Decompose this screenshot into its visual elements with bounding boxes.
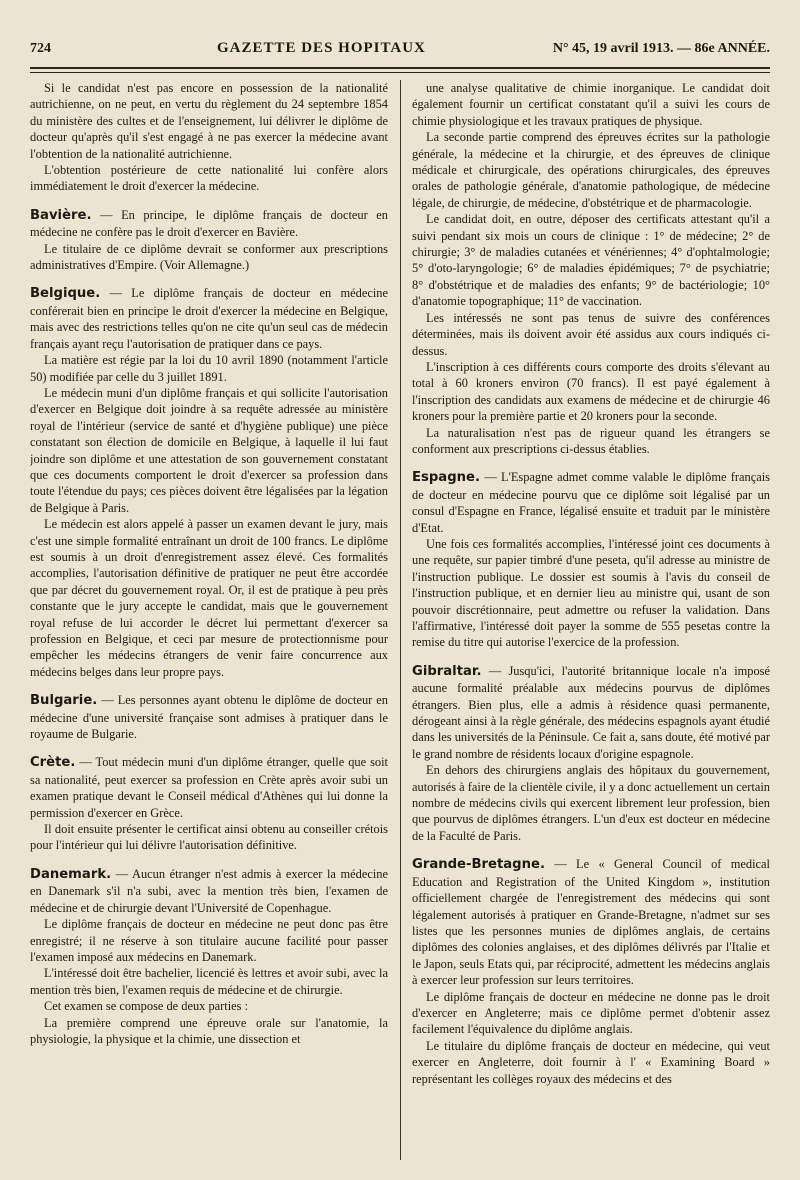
paragraph — [30, 998, 388, 1014]
paragraph — [30, 916, 388, 965]
paragraph — [412, 536, 770, 651]
paragraph-text: Cet examen se compose de deux parties : — [44, 999, 249, 1014]
country-heading: Bulgarie. — [30, 693, 98, 709]
paragraph — [412, 211, 770, 309]
article-section — [30, 80, 388, 195]
paragraph-text: En dehors des chirurgiens anglais des hôpitaux du gouvernement, autorisés à faire de la clientèle civile, il y a donc actuellement un certain nombre de médecins civils qui exercent librement leur profession, bien que pourvus de diplômes étrangers. L'un d'eux est docteur en médecine de la Faculté de Paris. — [412, 763, 770, 843]
paragraph — [412, 856, 770, 988]
country-heading: Grande-Bretagne. — [412, 857, 545, 873]
country-heading: Bavière. — [30, 207, 92, 223]
paragraph — [30, 285, 388, 352]
paragraph — [30, 821, 388, 854]
paragraph-text: — Le « General Council of medical Education and Registration of the United Kingdom », institution officiellement chargée de l'enregistrement des médecins qui sont légalement autorisés à pratiquer en Grande-Bretagne, n'admet sur ses listes que les personnes munies de diplômes anglais, de certains diplômes des colonies anglaises, et des diplômes délivrés par l'Italie et le Japon, seuls Etats qui, par réciprocité, admettent les médecins anglais à exercer leur profession sur leurs territoires. — [412, 857, 770, 988]
journal-title: GAZETTE DES HOPITAUX — [216, 40, 426, 56]
paragraph — [412, 663, 770, 762]
paragraph — [412, 425, 770, 458]
paragraph-text: — Jusqu'ici, l'autorité britannique locale n'a imposé aucune formalité préalable aux médecins pourvus de diplômes étrangers. Bien plus, elle a admis à résidence quasi permanente, dérogeant ainsi à la règle générale, des médecins espagnols ayant étudié dans les universités de la Péninsule. Ce fait a, sans doute, été motivé par le grand nombre de résidents locaux d'origine espagnole. — [412, 663, 770, 761]
paragraph — [30, 866, 388, 916]
paragraph-text: L'obtention postérieure de cette nationalité lui confère alors immédiatement le droit d'exercer la médecine. — [30, 163, 388, 194]
paragraph-text: Le médecin est alors appelé à passer un examen devant le jury, mais c'est une simple formalité entraînant un droit de 100 francs. Le diplôme est soumis à un droit d'enregistrement assez élevé. Ces formalités accomplies, l'autorisation définitive de pratiquer ne peut être accordée que par décret du gouvernement royal. Or, il est de pratique à peu près constante que le jury accepte le candidat, mais que le gouvernement royal refuse de lui accorder le décret lui permettant d'exercer sa profession en Belgique, et ceci par mesure de protectionnisme pour empêcher les médecins étrangers de venir faire concurrence aux médecins belges dans leur propre pays. — [30, 517, 388, 679]
paragraph-text: — En principe, le diplôme français de docteur en médecine ne confère pas le droit d'exercer en Bavière. — [30, 207, 388, 240]
paragraph — [30, 1015, 388, 1048]
paragraph — [30, 162, 388, 195]
paragraph — [30, 754, 388, 821]
article-section — [30, 866, 388, 1047]
paragraph — [30, 516, 388, 680]
paragraph-text: Le diplôme français de docteur en médecine ne donne pas le droit d'exercer en Angleterre; mais ce diplôme permet d'obtenir assez facilement l'équivalence du diplôme anglais. — [412, 989, 770, 1037]
paragraph-text: La seconde partie comprend des épreuves écrites sur la pathologie générale, la médecine et la chirurgie, et des épreuves de clinique médicale et chirurgicale, des opérations chirurgicales, des épreuves orales de pathologie générale, d'anatomie pathologique, de médecine légale, de chirurgie, de médecine, d'obstétrique et de pharmacologie. — [412, 130, 770, 210]
article-section — [30, 285, 388, 680]
left-column — [30, 80, 388, 1160]
paragraph-text: Le titulaire de ce diplôme devrait se conformer aux prescriptions administratives d'Empire. (Voir Allemagne.) — [30, 241, 388, 273]
article-section — [412, 663, 770, 844]
paragraph — [30, 241, 388, 274]
country-heading: Crète. — [30, 755, 76, 771]
paragraph-text: L'inscription à ces différents cours comporte des droits s'élevant au total à 60 kroners environ (70 francs). Il est payé également à l'inscription des candidats aux examens de médecine et de chirurgie 46 kroners pour la première partie et 20 kroners pour la seconde. — [412, 359, 770, 424]
paragraph — [30, 80, 388, 162]
paragraph — [412, 762, 770, 844]
paragraph-text: Si le candidat n'est pas encore en possession de la nationalité autrichienne, on ne peut, en vertu du règlement du 24 septembre 1854 du ministère des cultes et de l'enseignement, lui délivrer le diplôme de docteur qu'après qu'il s'est engagé à ne pas exercer la médecine avant l'obtention de la nationalité autrichienne. — [30, 81, 388, 161]
paragraph-text: Le titulaire du diplôme français de docteur en médecine, qui veut exercer en Angleterre, doit fournir à l' « Examining Board » représentant les collèges royaux des médecins et des — [412, 1038, 770, 1086]
header-rule-thick — [30, 67, 770, 69]
paragraph-text: Les intéressés ne sont pas tenus de suivre des conférences déterminées, mais ils doivent avoir été assidus aux cours indiqués ci-dessus. — [412, 310, 770, 358]
paragraph-text: La première comprend une épreuve orale sur l'anatomie, la physiologie, la physique et la chimie, une dissection et — [30, 1015, 388, 1046]
paragraph — [412, 469, 770, 536]
article-section — [412, 856, 770, 1087]
paragraph-text: — L'Espagne admet comme valable le diplôme français de docteur en médecine pourvu que ce diplôme soit légalisé par un consul d'Espagne en France, légalisé ensuite et traduit par le ministère d'Etat. — [412, 470, 770, 535]
paragraph — [412, 310, 770, 359]
paragraph — [412, 989, 770, 1038]
article-section — [30, 692, 388, 742]
page-number: 724 — [30, 41, 51, 56]
paragraph — [30, 207, 388, 241]
paragraph-text: Le diplôme français de docteur en médecine ne peut donc pas être enregistré; il ne réserve à son titulaire aucune facilité pour passer l'examen imposé aux médecins en Danemark. — [30, 917, 388, 964]
paragraph — [30, 385, 388, 516]
page-header — [30, 40, 770, 62]
issue-info: N° 45, 19 avril 1913. — 86e ANNÉE. — [552, 41, 770, 56]
paragraph-text: — Aucun étranger n'est admis à exercer la médecine en Danemark s'il n'a subi, avec la mention très bien, l'examen de médecine et de chirurgie devant l'Université de Copenhague. — [30, 866, 388, 915]
paragraph-text: — Tout médecin muni d'un diplôme étranger, quelle que soit sa nationalité, peut exercer sa profession en Crète après avoir subi un examen pratique devant le Conseil médical d'Athènes qui lui donne la permission d'exercer en Grèce. — [30, 755, 388, 820]
article-section — [412, 80, 770, 457]
article-section — [412, 469, 770, 650]
paragraph-text: Le médecin muni d'un diplôme français et qui sollicite l'autorisation d'exercer en Belgique doit joindre à sa requête adressée au ministère royal de l'intérieur (service de santé et d'hygiène publique) une pièce constatant son élection de domicile en Belgique, à laquelle il lui faut joindre son diplôme et une attestation de son gouvernement constatant que ces documents comportent le droit d'exercer sa profession dans toute l'étendue du pays; ces pièces doivent être légalisées par la légation de Belgique à Paris. — [30, 385, 388, 515]
column-divider — [400, 80, 401, 1160]
country-heading: Gibraltar. — [412, 663, 482, 679]
paragraph-text: La naturalisation n'est pas de rigueur quand les étrangers se conforment aux prescriptions ci-dessus établies. — [412, 425, 770, 456]
paragraph-text: L'intéressé doit être bachelier, licencié ès lettres et avoir subi, avec la mention très bien, l'examen requis de médecine et de chirurgie. — [30, 966, 388, 997]
country-heading: Belgique. — [30, 286, 101, 302]
header-rule-thin — [30, 72, 770, 73]
text-columns — [30, 80, 770, 1160]
paragraph — [412, 129, 770, 211]
paragraph-text: — Le diplôme français de docteur en médecine conférerait bien en principe le droit d'exercer la médecine en Belgique, mais avec des restrictions telles qu'on ne cite qu'un seul cas de médecin français ayant reçu l'autorisation de pratiquer dans ce pays. — [30, 286, 388, 351]
paragraph-text: — Les personnes ayant obtenu le diplôme de docteur en médecine d'une université française sont admises à pratiquer dans le royaume de Bulgarie. — [30, 693, 388, 742]
paragraph-text: Le candidat doit, en outre, déposer des certificats attestant qu'il a suivi pendant six mois un cours de clinique : 1° de médecine; 2° de chirurgie; 3° de maladies cutanées et vénériennes; 4° d'ophtalmologie; 5° d'oto-laryngologie; 6° de maladies épidémiques; 7° de psychiatrie; 8° d'obstétrique et de maladies des enfants; 9° de bactériologie; 10° d'anatomie topographique; 11° de vaccination. — [412, 212, 770, 309]
right-column — [412, 80, 770, 1160]
paragraph-text: Il doit ensuite présenter le certificat ainsi obtenu au conseiller crétois pour l'intérieur qui lui délivre l'autorisation définitive. — [30, 822, 388, 853]
article-section — [30, 754, 388, 853]
paragraph — [412, 80, 770, 129]
paragraph-text: La matière est régie par la loi du 10 avril 1890 (notamment l'article 50) modifiée par celle du 3 juillet 1891. — [30, 353, 388, 384]
paragraph-text: une analyse qualitative de chimie inorganique. Le candidat doit également fournir un certificat constatant qu'il a suivi les cours de chimie physiologique et les travaux pratiques de physique. — [412, 81, 770, 128]
paragraph — [30, 965, 388, 998]
paragraph — [30, 352, 388, 385]
paragraph — [412, 359, 770, 425]
country-heading: Danemark. — [30, 866, 112, 882]
paragraph-text: Une fois ces formalités accomplies, l'intéressé joint ces documents à une requête, sur papier timbré d'une peseta, qu'il adresse au ministre de l'instruction publique. Le dossier est soumis à l'avis du conseil de l'instruction publique, et en dernier lieu au ministre qui, usant de son pouvoir discrétionnaire, peut admettre ou refuser la validation. Dans l'affirmative, l'intéressé doit payer la somme de 555 pesetas contre la remise du titre qui autorise l'exercice de la profession. — [412, 536, 770, 650]
paragraph — [30, 692, 388, 742]
article-section — [30, 207, 388, 274]
paragraph — [412, 1038, 770, 1087]
country-heading: Espagne. — [412, 470, 480, 486]
